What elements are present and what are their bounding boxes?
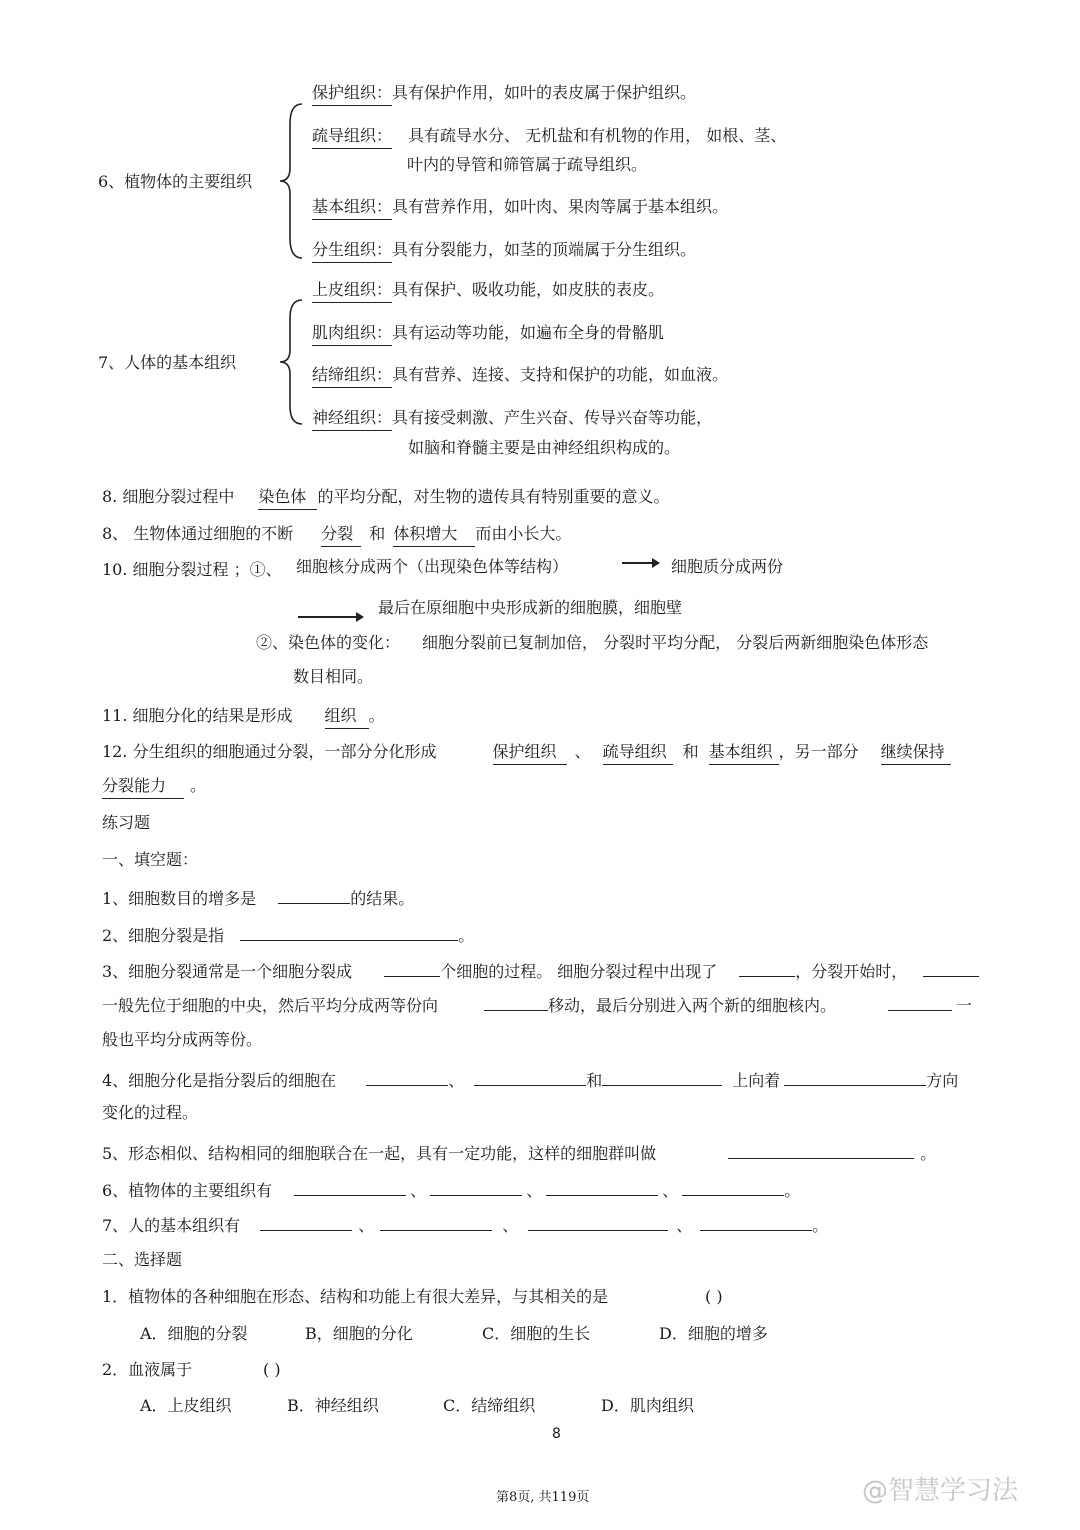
blank[interactable]	[484, 996, 548, 1011]
fill-q4-line2: 变化的过程。	[102, 1103, 199, 1122]
fill-q4: 4、细胞分化是指分裂后的细胞在 、 和 上向着 方向	[102, 1071, 959, 1090]
item9: 8、 生物体通过细胞的不断 分裂 和 体积增大 而由小长大。	[102, 526, 571, 542]
blank[interactable]	[739, 962, 795, 977]
choice-q1-option-c[interactable]: C．细胞的生长	[482, 1324, 591, 1343]
section6-row2-cont: 叶内的导管和筛管属于疏导组织。	[407, 155, 648, 174]
fill-q1: 1、细胞数目的增多是 的结果。	[102, 889, 415, 908]
section6-brace	[276, 102, 306, 260]
section7-row2: 肌肉组织：具有运动等功能，如遍布全身的骨骼肌	[312, 325, 664, 341]
answer-volume-increase: 体积增大	[393, 524, 475, 547]
answer-division-ability: 分裂能力	[102, 776, 184, 799]
page-footer: 第8页, 共119页	[496, 1490, 590, 1505]
blank[interactable]	[384, 962, 440, 977]
blank[interactable]	[260, 1216, 352, 1231]
section7-row4: 神经组织：具有接受刺激、产生兴奋、传导兴奋等功能，	[312, 410, 712, 426]
fill-q2: 2、细胞分裂是指 。	[102, 926, 475, 945]
item10-chromosome-cont: 数目相同。	[293, 667, 374, 686]
term-meristem: 分生组织：	[312, 240, 392, 263]
answer-conductive: 疏导组织	[603, 742, 673, 765]
choice-q2: 2．血液属于	[102, 1360, 193, 1379]
term-nerve-tissue: 神经组织：	[312, 408, 392, 431]
section6-row1: 保护组织：具有保护作用，如叶的表皮属于保护组织。	[312, 85, 696, 101]
section6-row4: 分生组织：具有分裂能力，如茎的顶端属于分生组织。	[312, 242, 696, 258]
blank[interactable]	[380, 1216, 492, 1231]
page-number: 8	[552, 1426, 561, 1442]
choice-q2-option-d[interactable]: D．肌肉组织	[601, 1396, 694, 1415]
blank[interactable]	[430, 1181, 522, 1196]
item10-chromosome: ②、染色体的变化： 细胞分裂前已复制加倍， 分裂时平均分配， 分裂后两新细胞染色体形态	[256, 633, 929, 652]
choice-q2-option-c[interactable]: C．结缔组织	[443, 1396, 536, 1415]
answer-protective: 保护组织	[493, 742, 567, 765]
blank[interactable]	[474, 1071, 586, 1086]
fill-q7: 7、人的基本组织有 、 、 、 。	[102, 1216, 829, 1235]
section7-row3: 结缔组织：具有营养、连接、支持和保护的功能，如血液。	[312, 367, 728, 383]
blank[interactable]	[784, 1071, 926, 1086]
answer-keep: 继续保持	[881, 742, 951, 765]
choice-q2-option-b[interactable]: B．神经组织	[287, 1396, 379, 1415]
blank[interactable]	[700, 1216, 812, 1231]
section7-label: 7、人体的基本组织	[98, 353, 237, 372]
item10-step2: 细胞质分成两份	[671, 557, 784, 576]
watermark: @智慧学习法	[862, 1476, 1019, 1506]
section7-brace	[276, 298, 306, 426]
choice-q2-option-a[interactable]: A．上皮组织	[140, 1396, 232, 1415]
section6-row2: 疏导组织： 具有疏导水分、 无机盐和有机物的作用， 如根、茎、	[312, 128, 786, 144]
blank[interactable]	[240, 926, 458, 941]
answer-tissue: 组织	[325, 706, 369, 729]
choice-q2-answer-slot[interactable]: ( )	[263, 1360, 281, 1379]
term-epithelial-tissue: 上皮组织：	[312, 280, 392, 303]
term-connective-tissue: 结缔组织：	[312, 365, 392, 388]
blank[interactable]	[602, 1071, 722, 1086]
term-conductive-tissue: 疏导组织：	[312, 126, 392, 149]
section6-label: 6、植物体的主要组织	[98, 172, 253, 191]
item10-prefix: 10. 细胞分裂过程 ；①、	[102, 560, 282, 579]
item12: 12. 分生组织的细胞通过分裂，一部分分化形成 保护组织 、 疏导组织 和 基本组织 ，另一部分 继续保持	[102, 744, 951, 760]
choice-title: 二、选择题	[102, 1250, 183, 1269]
blank[interactable]	[278, 889, 350, 904]
blank[interactable]	[888, 996, 952, 1011]
fill-q3-line3: 般也平均分成两等份。	[102, 1030, 263, 1049]
exercise-title: 练习题	[102, 813, 151, 832]
answer-basic: 基本组织	[709, 742, 779, 765]
choice-q1-option-b[interactable]: B，细胞的分化	[305, 1324, 413, 1343]
blank[interactable]	[923, 962, 979, 977]
item11: 11. 细胞分化的结果是形成 组织 。	[102, 708, 385, 724]
term-muscle-tissue: 肌肉组织：	[312, 323, 392, 346]
choice-q1-option-d[interactable]: D．细胞的增多	[659, 1324, 768, 1343]
choice-q1: 1．植物体的各种细胞在形态、结构和功能上有很大差异，与其相关的是	[102, 1287, 609, 1306]
blank[interactable]	[682, 1181, 784, 1196]
blank[interactable]	[528, 1216, 668, 1231]
term-protective-tissue: 保护组织：	[312, 83, 392, 106]
answer-chromosome: 染色体	[258, 487, 312, 510]
section7-row4-cont: 如脑和脊髓主要是由神经组织构成的。	[408, 438, 681, 457]
item12-cont: 分裂能力 。	[102, 778, 206, 794]
section6-row3: 基本组织：具有营养作用，如叶肉、果肉等属于基本组织。	[312, 199, 728, 215]
item10-step3: 最后在原细胞中央形成新的细胞膜，细胞壁	[378, 598, 683, 617]
fill-q3: 3、细胞分裂通常是一个细胞分裂成 个细胞的过程。 细胞分裂过程中出现了 ，分裂开始时，	[102, 962, 979, 980]
term-basic-tissue: 基本组织：	[312, 197, 392, 220]
fill-blank-title: 一、填空题：	[102, 850, 199, 869]
choice-q1-answer-slot[interactable]: ( )	[705, 1287, 723, 1306]
arrow-right-icon	[298, 611, 364, 623]
item10-step1: 细胞核分成两个（出现染色体等结构）	[296, 557, 569, 576]
blank[interactable]	[366, 1071, 448, 1086]
section7-row1: 上皮组织：具有保护、吸收功能，如皮肤的表皮。	[312, 282, 664, 298]
answer-division: 分裂	[321, 524, 361, 547]
item8: 8. 细胞分裂过程中 染色体 的平均分配，对生物的遗传具有特别重要的意义。	[102, 489, 669, 505]
blank[interactable]	[546, 1181, 658, 1196]
fill-q3-line2: 一般先位于细胞的中央，然后平均分成两等份向 移动，最后分别进入两个新的细胞核内。 一	[102, 996, 973, 1015]
choice-q1-option-a[interactable]: A．细胞的分裂	[140, 1324, 248, 1343]
fill-q6: 6、植物体的主要组织有 、 、 、 。	[102, 1181, 801, 1200]
blank[interactable]	[728, 1144, 914, 1159]
arrow-right-icon	[622, 557, 660, 569]
fill-q5: 5、形态相似、结构相同的细胞联合在一起，具有一定功能，这样的细胞群叫做 。	[102, 1144, 937, 1163]
blank[interactable]	[294, 1181, 406, 1196]
